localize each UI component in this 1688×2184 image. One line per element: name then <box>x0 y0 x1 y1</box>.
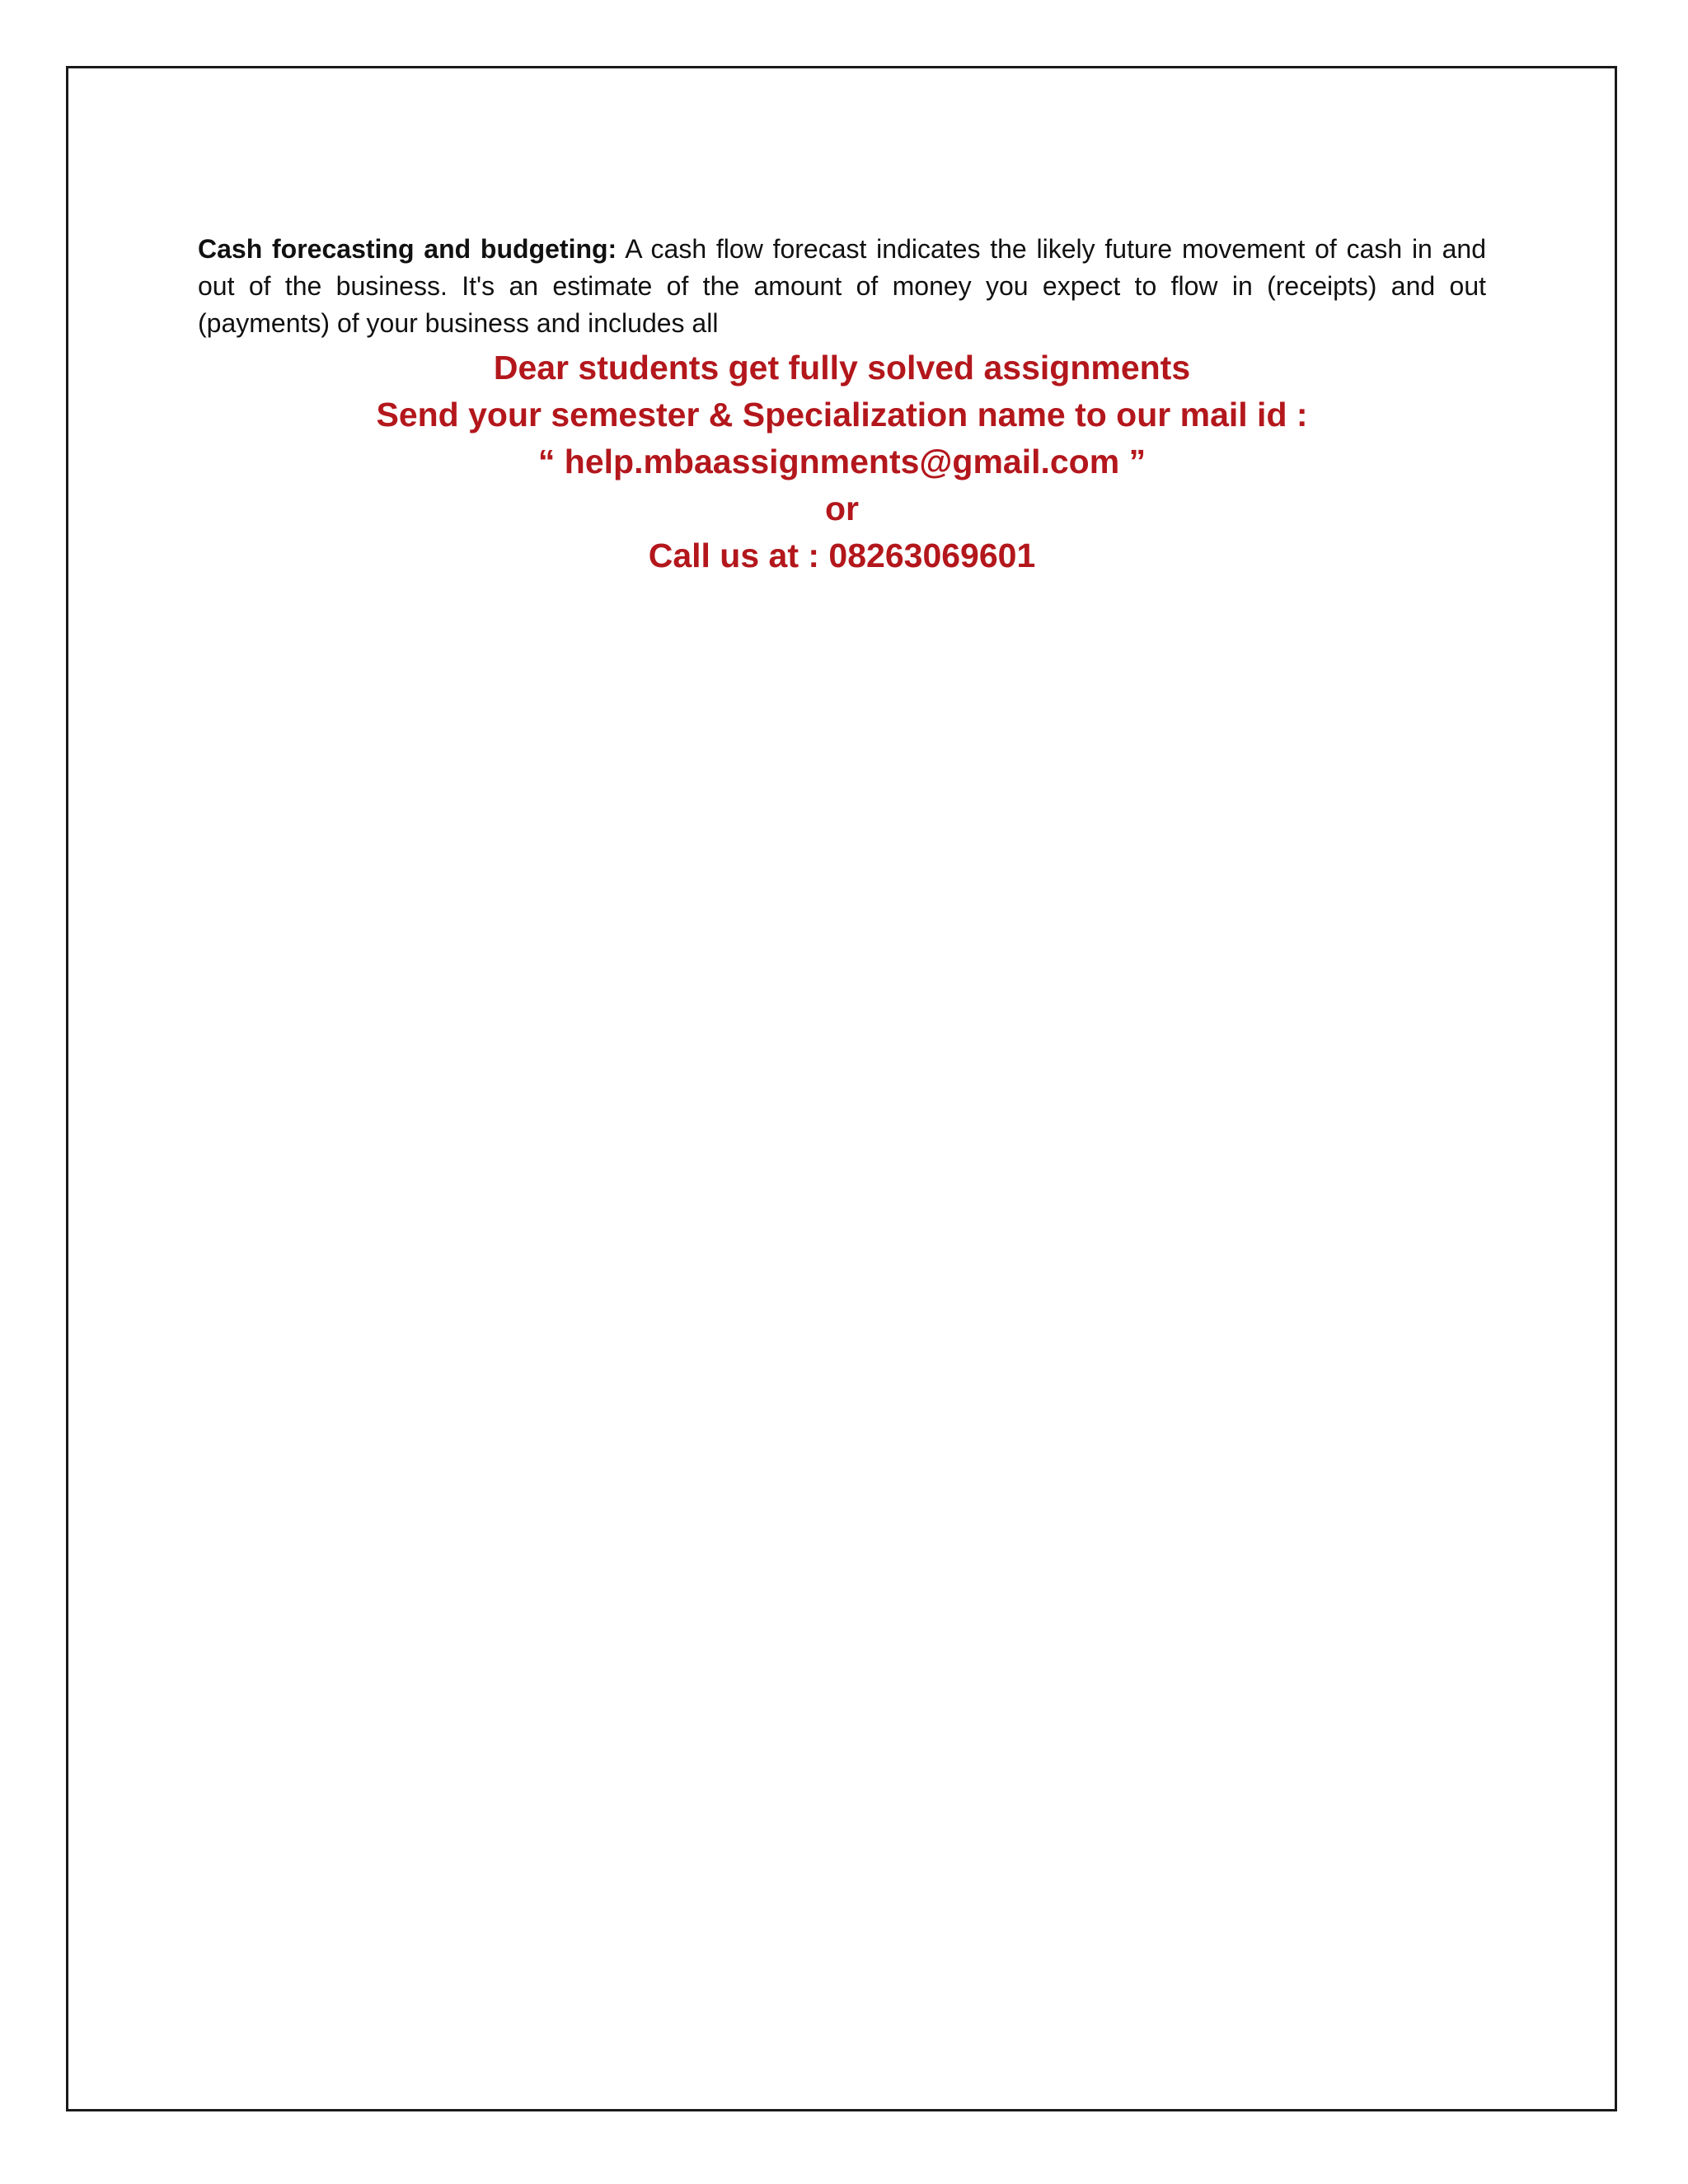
promo-headline: Dear students get fully solved assignments <box>493 349 1191 387</box>
promo-or: or <box>825 490 859 527</box>
promo-block <box>198 344 1486 579</box>
promo-email: “ help.mbaassignments@gmail.com ” <box>537 443 1146 480</box>
promo-instruction: Send your semester & Specialization name to our mail id : <box>376 396 1308 434</box>
paragraph-heading: Cash forecasting and budgeting: <box>198 234 617 264</box>
promo-phone: Call us at : 08263069601 <box>648 537 1036 574</box>
body-paragraph <box>198 231 1486 342</box>
paragraph-text: A cash flow forecast indicates the likely future movement of cash in and out of the business. It's an estimate of the amount of money you expect to flow in (receipts) and out (payments) of your business and includes all <box>198 234 1486 338</box>
